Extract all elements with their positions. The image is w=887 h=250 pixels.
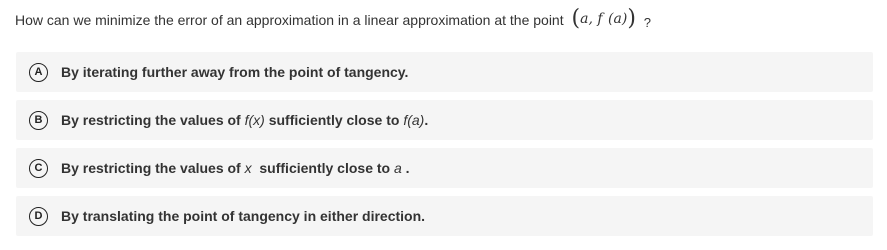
answer-option-a[interactable]: [16, 52, 873, 92]
option-letter-badge: A: [29, 63, 48, 82]
option-text: By translating the point of tangency in either direction.: [61, 208, 426, 224]
answer-option-d[interactable]: [16, 196, 873, 236]
option-text: By restricting the values of x sufficiently close to a .: [61, 160, 410, 176]
answer-option-b[interactable]: [16, 100, 873, 140]
question-text: How can we minimize the error of an approximation in a linear approximation at the point: [15, 12, 564, 28]
option-text: By restricting the values of f(x) sufficiently close to f(a).: [61, 112, 429, 128]
point-expression: (a, f (a)): [571, 6, 636, 31]
option-text: By iterating further away from the point of tangency.: [61, 64, 409, 80]
option-letter-badge: B: [29, 111, 48, 130]
option-letter-badge: D: [29, 207, 48, 226]
question-prompt: [15, 2, 875, 36]
answer-option-c[interactable]: [16, 148, 873, 188]
question-mark: ?: [643, 15, 652, 30]
option-letter-badge: C: [29, 159, 48, 178]
answer-options: [16, 52, 873, 244]
